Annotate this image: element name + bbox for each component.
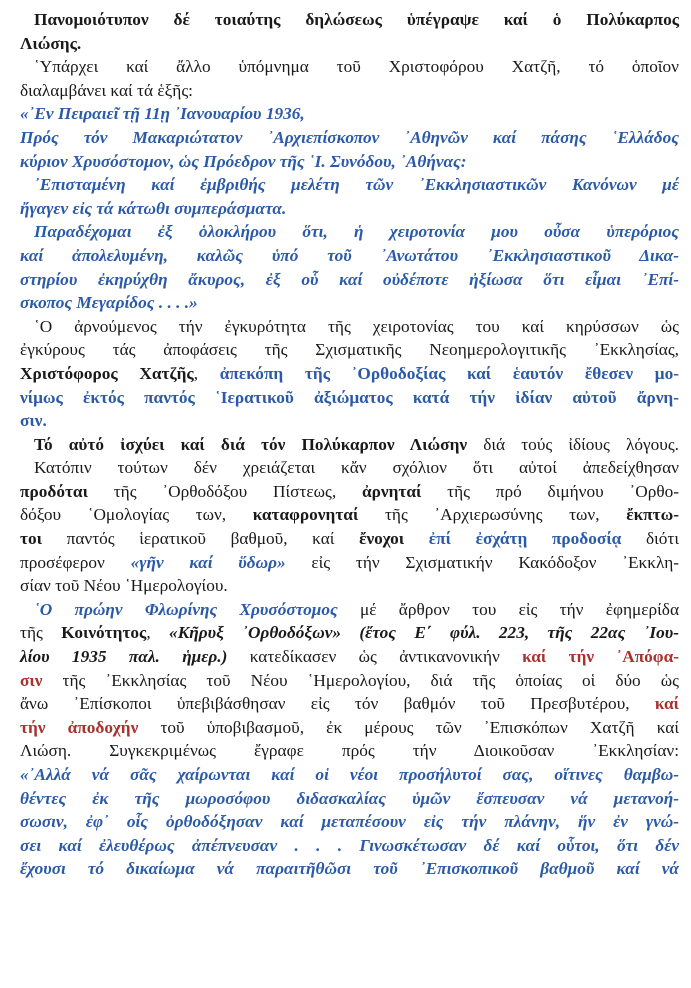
text-run: διαλαμβάνει καί τά ἑξῆς: — [20, 80, 193, 100]
text-line — [20, 551, 679, 575]
text-run: ἄνω ᾿Επίσκοποι ὑπεβιβάσθησαν εἰς τόν βαθμόν τοῦ Πρεσβυτέρου, — [20, 694, 655, 714]
text-line — [20, 787, 679, 811]
text-line — [20, 386, 679, 410]
text-run: «᾿Αλλά νά σᾶς χαίρωνται καί οἱ νέοι προσήλυτοί σας, οἵτινες θαμβω- — [20, 765, 679, 784]
text-run: ἀπεκόπη τῆς ᾿Ορθοδοξίας καί ἑαυτόν ἔθεσεν μο- — [219, 363, 679, 383]
text-line — [20, 362, 679, 386]
text-run: προδόται — [20, 481, 88, 501]
text-line — [20, 857, 679, 881]
text-run: κύριον Χρυσόστομον, ὡς Πρόεδρον τῆς ῾Ι. Συνόδου, ᾿Αθήνας: — [20, 151, 467, 171]
text-line — [20, 197, 679, 221]
text-line — [20, 150, 679, 174]
text-line — [20, 739, 679, 763]
text-line — [20, 716, 679, 740]
text-run: τήν ἀποδοχήν — [20, 717, 139, 737]
text-run: σιν — [20, 670, 43, 690]
text-run: νίμως ἐκτός παντός ῾Ιερατικοῦ ἀξιώματος κατά τήν ἰδίαν αὐτοῦ ἄρνη- — [20, 387, 679, 407]
text-run: ῾Υπάρχει καί ἄλλο ὑπόμνημα τοῦ Χριστοφόρου Χατζῆ, τό ὁποῖον — [34, 57, 679, 77]
text-line — [20, 480, 679, 504]
text-line — [20, 433, 679, 457]
text-run: ῾Ο ἀρνούμενος τήν ἐγκυρότητα τῆς χειροτονίας του καί κηρύσσων ὡς — [34, 316, 679, 336]
text-run: σκοπος Μεγαρίδος . . . .» — [20, 293, 198, 313]
text-line — [20, 456, 679, 480]
text-run: Κατόπιν τούτων δέν χρειάζεται κἄν σχόλιον ὅτι αὐτοί ἀπεδείχθησαν — [34, 458, 679, 478]
text-run: ᾿Επισταμένη καί ἐμβριθής μελέτη τῶν ᾿Εκκλησιαστικῶν Κανόνων μέ — [34, 175, 679, 195]
text-run: ῾Ο πρώην Φλωρίνης Χρυσόστομος — [34, 599, 338, 619]
text-run: , — [193, 363, 220, 383]
text-run: Παραδέχομαι ἐξ ὁλοκλήρου ὅτι, ἡ χειροτονία μου οὖσα ὑπερόριος — [34, 222, 679, 242]
text-run: θέντες ἐκ τῆς μωροσόφου διδασκαλίας ὑμῶν ἔσπευσαν νά μετανοή- — [20, 788, 679, 808]
text-run: Λιώσης. — [20, 33, 82, 53]
text-run: Τό αὐτό ἰσχύει καί διά τόν Πολύκαρπον Λιώσην — [34, 434, 468, 454]
text-run: σει καί ἐλευθέρως ἀπέπνευσαν . . . Γινωσκέτωσαν δέ καί οὗτοι, ὅτι δέν — [20, 835, 679, 855]
text-line — [20, 527, 679, 551]
text-line — [20, 810, 679, 834]
text-line — [20, 834, 679, 858]
text-line — [20, 574, 679, 598]
text-line — [20, 8, 679, 32]
text-run: μέ ἄρθρον του εἰς τήν ἐφημερίδα — [337, 599, 679, 619]
text-line — [20, 763, 679, 787]
text-run: ἐπί ἐσχάτῃ προδοσίᾳ — [428, 529, 622, 549]
text-run: ἔνοχοι — [359, 529, 405, 549]
text-line — [20, 503, 679, 527]
text-line — [20, 291, 679, 315]
text-run: Πανομοιότυπον δέ τοιαύτης δηλώσεως ὑπέγραψε καί ὁ Πολύκαρπος — [34, 10, 679, 29]
text-run: Πρός τόν Μακαριώτατον ᾿Αρχιεπίσκοπον ᾿Αθηνῶν καί πάσης ῾Ελλάδος — [20, 127, 679, 147]
text-line — [20, 692, 679, 716]
text-run: εἰς τήν Σχισματικήν Κακόδοξον ᾿Εκκλη- — [285, 552, 679, 572]
text-run: στηρίου ἐκηρύχθη ἄκυρος, ἐξ οὗ καί οὐδέποτε ἠξίωσα ὅτι εἶμαι ᾿Επί- — [20, 269, 679, 289]
text-line — [20, 55, 679, 79]
text-run: τῆς ᾿Εκκλησίας τοῦ Νέου ῾Ημερολογίου, διά τῆς ὁποίας οἱ δύο ὡς — [42, 670, 679, 690]
text-run: τῆς πρό διμήνου ᾿Ορθο- — [421, 481, 679, 501]
text-run: τοι — [20, 529, 42, 549]
text-line — [20, 409, 679, 433]
text-run: παντός ἱερατικοῦ βαθμοῦ, καί — [41, 529, 360, 549]
text-run — [404, 529, 429, 548]
text-run: ἀρνηταί — [361, 481, 422, 501]
text-line — [20, 173, 679, 197]
text-line — [20, 244, 679, 268]
text-line — [20, 669, 679, 693]
text-run: σωσιν, ἐφ᾿ οἷς ὀρθοδόξησαν καί μεταπέσουν εἰς τήν πλάνην, ἥν ἐν γνώ- — [20, 812, 679, 832]
text-run: ἐγκύρους τάς ἀποφάσεις τῆς Σχισματικῆς Νεοημερολογιτικῆς ᾿Εκκλησίας, — [20, 340, 679, 360]
text-line — [20, 79, 679, 103]
text-line — [20, 598, 679, 622]
text-run: καί τήν ᾿Απόφα- — [522, 647, 679, 667]
text-run: «γῆν καί ὕδωρ» — [130, 552, 286, 572]
text-run: σίαν τοῦ Νέου ῾Ημερολογίου. — [20, 576, 228, 596]
text-run: τῆς ᾿Αρχιερωσύνης των, — [358, 505, 627, 525]
text-run: , — [146, 623, 170, 643]
text-line — [20, 621, 679, 645]
text-run: διά τούς ἰδίους λόγους. — [467, 434, 679, 454]
text-run: «Κῆρυξ ᾿Ορθοδόξων» (ἔτος Ε΄ φύλ. 223, τῆς 22ας ᾿Ιου- — [169, 623, 679, 643]
text-line — [20, 32, 679, 56]
text-run: Χριστόφορος Χατζῆς — [20, 363, 194, 383]
text-run: δόξου ῾Ομολογίας των, — [20, 505, 253, 525]
text-run: ἔχουσι τό δικαίωμα νά παραιτῆθῶσι τοῦ ᾿Επισκοπικοῦ βαθμοῦ καί νά — [20, 859, 679, 879]
text-run: «᾿Εν Πειραιεῖ τῇ 11ῃ ᾿Ιανουαρίου 1936, — [20, 104, 305, 124]
text-run: Κοινότητος — [61, 623, 147, 643]
text-line — [20, 315, 679, 339]
text-line — [20, 126, 679, 150]
text-run: ἤγαγεν εἰς τά κάτωθι συμπεράσματα. — [20, 198, 287, 218]
text-run: σιν. — [20, 411, 47, 431]
text-run: καί ἀπολελυμένη, καλῶς ὑπό τοῦ ᾿Ανωτάτου ᾿Εκκλησιαστικοῦ Δικα- — [20, 245, 679, 265]
text-line — [20, 338, 679, 362]
text-run: τοῦ ὑποβιβασμοῦ, ἐκ μέρους τῶν ᾿Επισκόπων Χατζῆ καί — [138, 717, 679, 737]
text-run: καί — [654, 694, 679, 714]
text-run: λίου 1935 παλ. ἡμερ.) — [20, 647, 228, 667]
text-run: τῆς ᾿Ορθοδόξου Πίστεως, — [87, 481, 362, 501]
text-run: καταφρονηταί — [252, 505, 359, 525]
text-line — [20, 102, 679, 126]
text-run: διότι — [621, 529, 679, 549]
text-line — [20, 645, 679, 669]
text-run: τῆς — [20, 623, 62, 643]
text-line — [20, 220, 679, 244]
text-run: ἔκπτω- — [626, 505, 679, 525]
text-run: Λιώση. Συγκεκριμένως ἔγραφε πρός τήν Διοικοῦσαν ᾿Εκκλησίαν: — [20, 741, 679, 761]
text-line — [20, 268, 679, 292]
text-run: κατεδίκασεν ὡς ἀντικανονικήν — [227, 647, 523, 667]
text-run: προσέφερον — [20, 552, 131, 572]
